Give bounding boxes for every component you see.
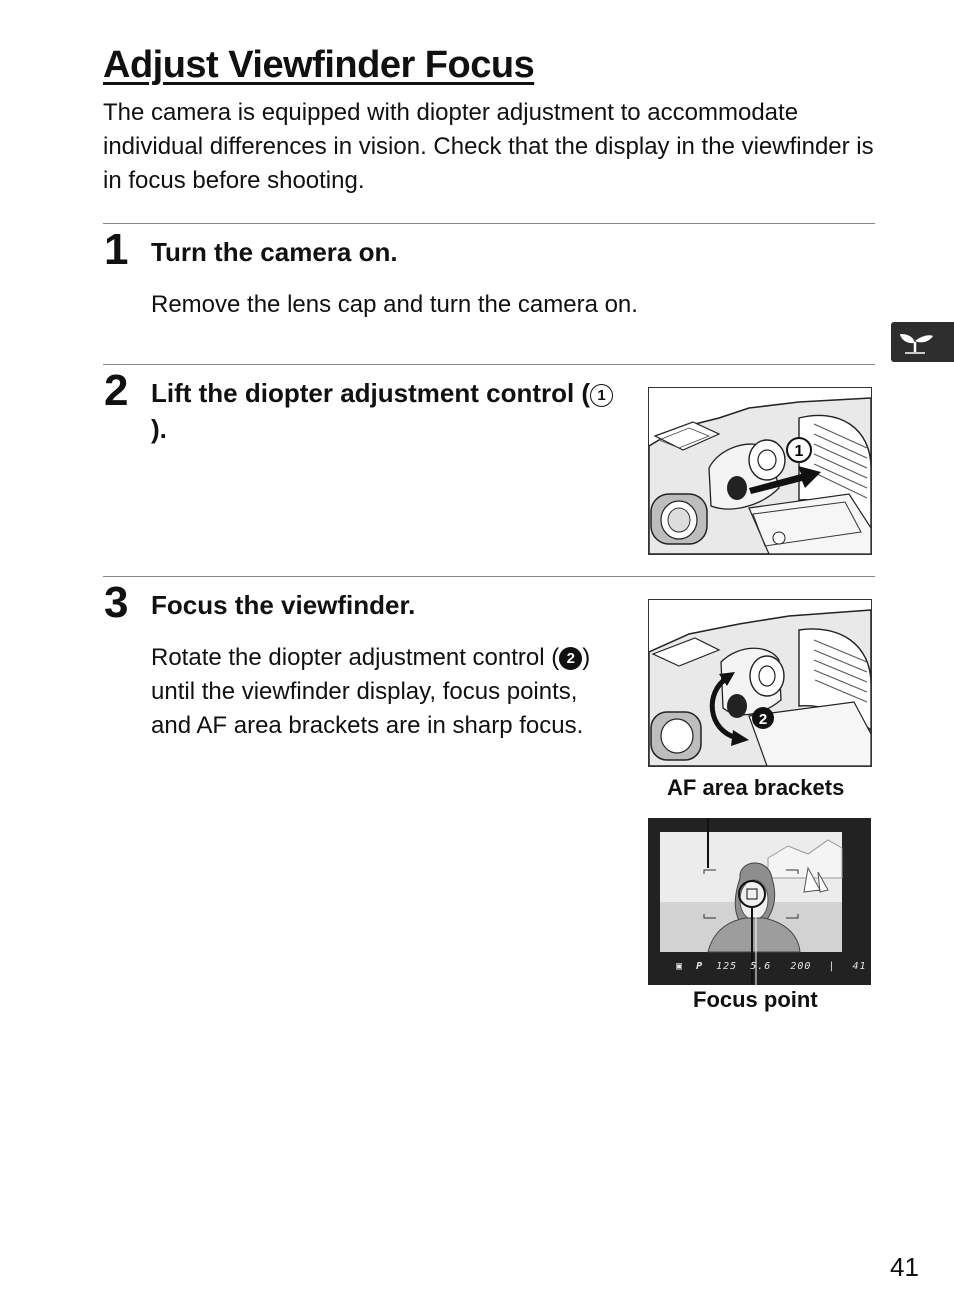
step-divider [103,576,875,577]
section-tab [891,322,954,362]
step-number: 3 [104,578,129,627]
step-heading: Turn the camera on. [151,237,398,267]
step-body: Remove the lens cap and turn the camera on. [151,291,638,318]
sprout-icon [891,322,954,362]
intro-paragraph: The camera is equipped with diopter adjustment to accommodate individual differences in vision. Check that the display in the viewfinder is in focus before shooting. [103,99,874,194]
readout-divider: | [828,961,836,972]
callout-af-area-brackets: AF area brackets [667,775,845,800]
step-number: 1 [104,225,129,274]
camera-illustration-1 [649,388,871,554]
readout-mode: P [696,961,704,972]
viewfinder-readout [676,961,867,972]
step-heading [151,375,621,447]
step-number: 2 [104,366,129,415]
marker-2-icon: 2 [559,647,582,670]
viewfinder-display [648,818,871,985]
readout-frames: 41 [852,961,867,972]
readout-shutter: 125 [716,961,738,972]
diopter-rotate-illustration [648,599,872,767]
step-body-text: Rotate the diopter adjustment control ( [151,644,560,671]
callout-focus-point: Focus point [693,987,818,1012]
step-heading-text: ). [151,414,167,444]
step-heading: Focus the viewfinder. [151,590,416,620]
illustration-marker: 1 [794,443,804,460]
step-heading-text: Lift the diopter adjustment control ( [151,378,591,408]
illustration-marker: 2 [758,711,768,728]
page-title: Adjust Viewfinder Focus [103,44,535,86]
step-divider [103,364,875,365]
readout-iso: 200 [790,961,812,972]
readout-aperture: 5.6 [750,961,772,972]
step-divider [103,223,875,224]
marker-1-icon: 1 [590,384,613,407]
step-body-text: ) until the viewfinder display, focus points, and AF area brackets are in sharp focus. [151,644,591,739]
diopter-lift-illustration [648,387,872,555]
page-number: 41 [890,1252,919,1282]
camera-illustration-2 [649,600,871,766]
metering-icon: ▣ [676,961,684,972]
step-body [151,641,613,743]
viewfinder-scene [648,818,871,985]
